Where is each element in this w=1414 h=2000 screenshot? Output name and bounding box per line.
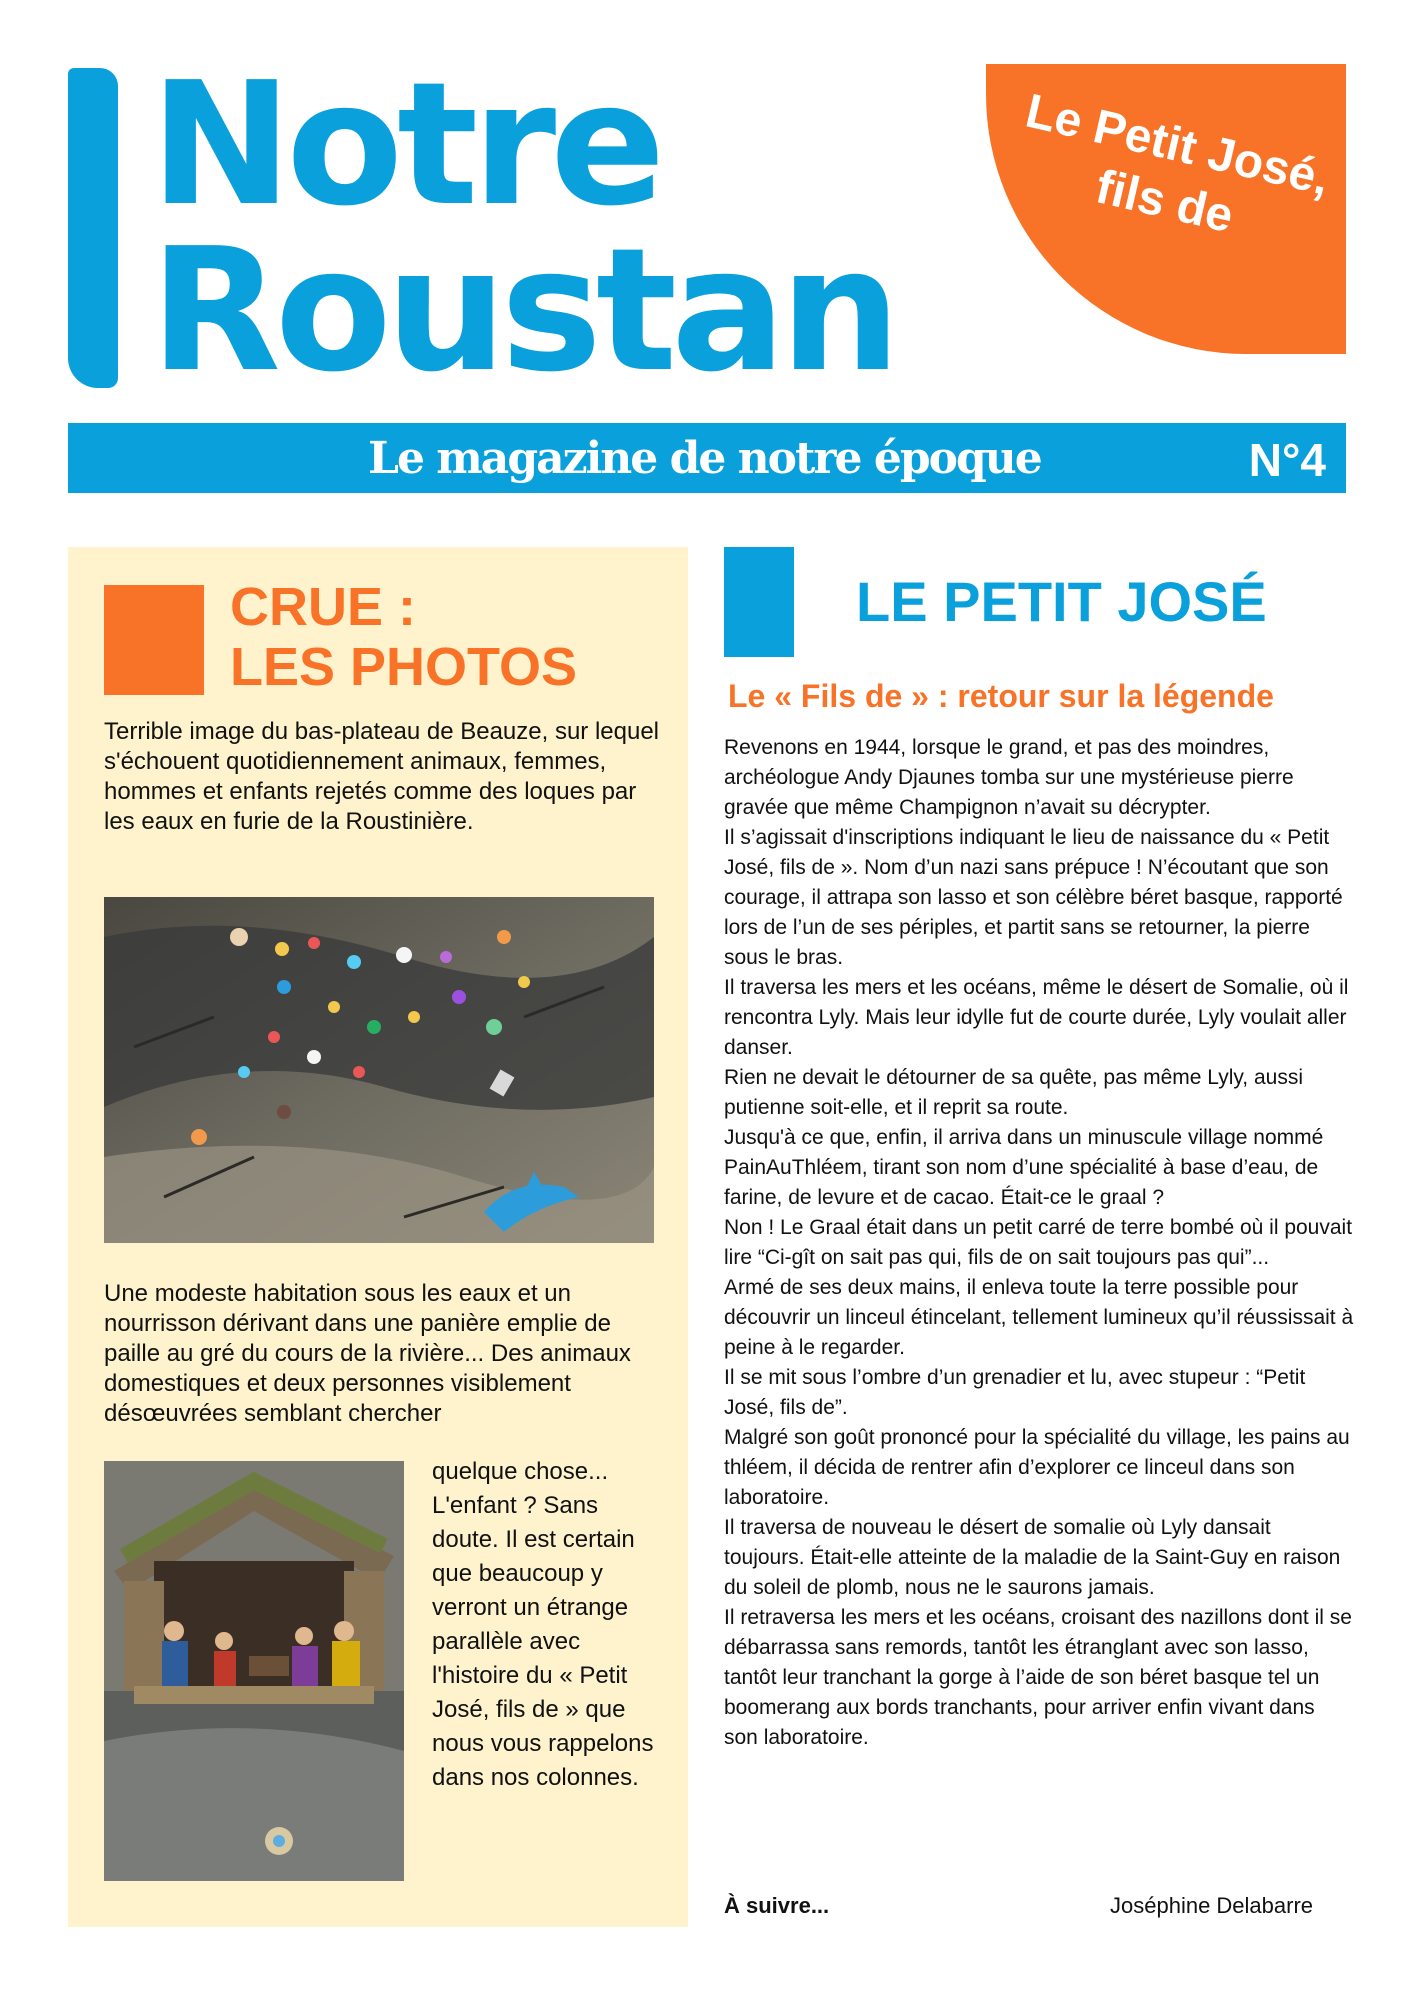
right-title: LE PETIT JOSÉ bbox=[856, 570, 1267, 633]
badge-text: Le Petit José, fils de bbox=[1020, 84, 1335, 244]
left-heading bbox=[230, 577, 577, 697]
left-paragraph-2: Une modeste habitation sous les eaux et un nourrisson dérivant dans une panière emplie de paille au gré du cours de la rivière... Des animaux domestiques et deux personnes visiblement désœuvrées semblant chercher bbox=[104, 1280, 631, 1427]
right-paragraph: Malgré son goût prononcé pour la spécialité du village, les pains au thléem, il décida de rentrer afin d’explorer ce linceul dans son laboratoire. bbox=[724, 1426, 1350, 1509]
left-paragraph-3: quelque chose... L'enfant ? Sans doute. Il est certain que beaucoup y verront un étrange parallèle avec l'histoire du « Petit José, fils de » que nous vous rappelons dans nos colonnes. bbox=[432, 1458, 654, 1791]
right-paragraph: Rien ne devait le détourner de sa quête, pas même Lyly, aussi putienne soit-elle, et il reprit sa route. bbox=[724, 1066, 1303, 1119]
right-subtitle: Le « Fils de » : retour sur la légende bbox=[728, 678, 1274, 714]
left-heading-line1: CRUE : bbox=[230, 577, 416, 637]
masthead-line2: Roustan bbox=[150, 212, 895, 410]
nativity-photo bbox=[104, 1461, 404, 1881]
masthead-bar bbox=[68, 68, 118, 388]
masthead-line1: Notre bbox=[150, 46, 660, 244]
right-paragraph: Armé de ses deux mains, il enleva toute la terre possible pour découvrir un linceul étincelant, tellement lumineux qu’il réussissait à peine à le regarder. bbox=[724, 1276, 1354, 1359]
tagline: Le magazine de notre époque bbox=[368, 433, 1041, 484]
headline-badge bbox=[986, 64, 1346, 354]
to-be-continued: À suivre... bbox=[724, 1893, 830, 1918]
left-heading-line2: LES PHOTOS bbox=[230, 637, 578, 697]
right-paragraph: Il traversa les mers et les océans, même le désert de Somalie, où il rencontra Lyly. Mais leur idylle fut de courte durée, Lyly voulait aller danser. bbox=[724, 976, 1349, 1059]
right-paragraph: Revenons en 1944, lorsque le grand, et pas des moindres, archéologue Andy Djaunes tomba sur une mystérieuse pierre gravée que même Champignon n’avait su décrypter. bbox=[724, 736, 1294, 819]
right-paragraph: Il s’agissait d'inscriptions indiquant le lieu de naissance du « Petit José, fils de ». Nom d’un nazi sans prépuce ! N’écoutant que son courage, il attrapa son lasso et son célèbre béret basque, rapporté lors de l’un de ses périples, et partit sans se retourner, la pierre sous le bras. bbox=[724, 826, 1343, 969]
blue-square bbox=[724, 547, 794, 657]
masthead-title bbox=[150, 46, 895, 410]
right-paragraph: Il retraversa les mers et les océans, croisant des nazillons dont il se débarrassa sans remords, tantôt les étranglant avec son lasso, tantôt leur tranchant la gorge à l’aide de son béret basque tel un boomerang aux bords tranchants, pour arriver enfin vivant dans son laboratoire. bbox=[724, 1606, 1352, 1749]
right-article-body bbox=[724, 733, 1354, 1753]
author-name: Joséphine Delabarre bbox=[1110, 1893, 1314, 1918]
right-paragraph: Il se mit sous l’ombre d’un grenadier et lu, avec stupeur : “Petit José, fils de”. bbox=[724, 1366, 1306, 1419]
right-paragraph: Non ! Le Graal était dans un petit carré de terre bombé où il pouvait lire “Ci-gît on sait pas qui, fils de on sait toujours pas qui”... bbox=[724, 1216, 1353, 1269]
orange-square bbox=[104, 585, 204, 695]
left-paragraph-1: Terrible image du bas-plateau de Beauze, sur lequel s'échouent quotidiennement animaux, femmes, hommes et enfants rejetés comme des loques par les eaux en furie de la Roustinière. bbox=[104, 718, 660, 835]
left-article bbox=[68, 547, 688, 1927]
issue-number: N°4 bbox=[1248, 434, 1326, 486]
tagline-band bbox=[68, 423, 1346, 493]
right-paragraph: Il traversa de nouveau le désert de somalie où Lyly dansait toujours. Était-elle atteinte de la maladie de la Saint-Guy en raison du soleil de plomb, nous ne le saurons jamais. bbox=[724, 1516, 1341, 1599]
flood-photo bbox=[104, 897, 654, 1243]
nativity-photo-image bbox=[104, 1461, 404, 1881]
flood-photo-image bbox=[104, 897, 654, 1243]
right-paragraph: Jusqu'à ce que, enfin, il arriva dans un minuscule village nommé PainAuThléem, tirant son nom d’une spécialité à base d’eau, de farine, de levure et de cacao. Était-ce le graal ? bbox=[724, 1126, 1324, 1209]
